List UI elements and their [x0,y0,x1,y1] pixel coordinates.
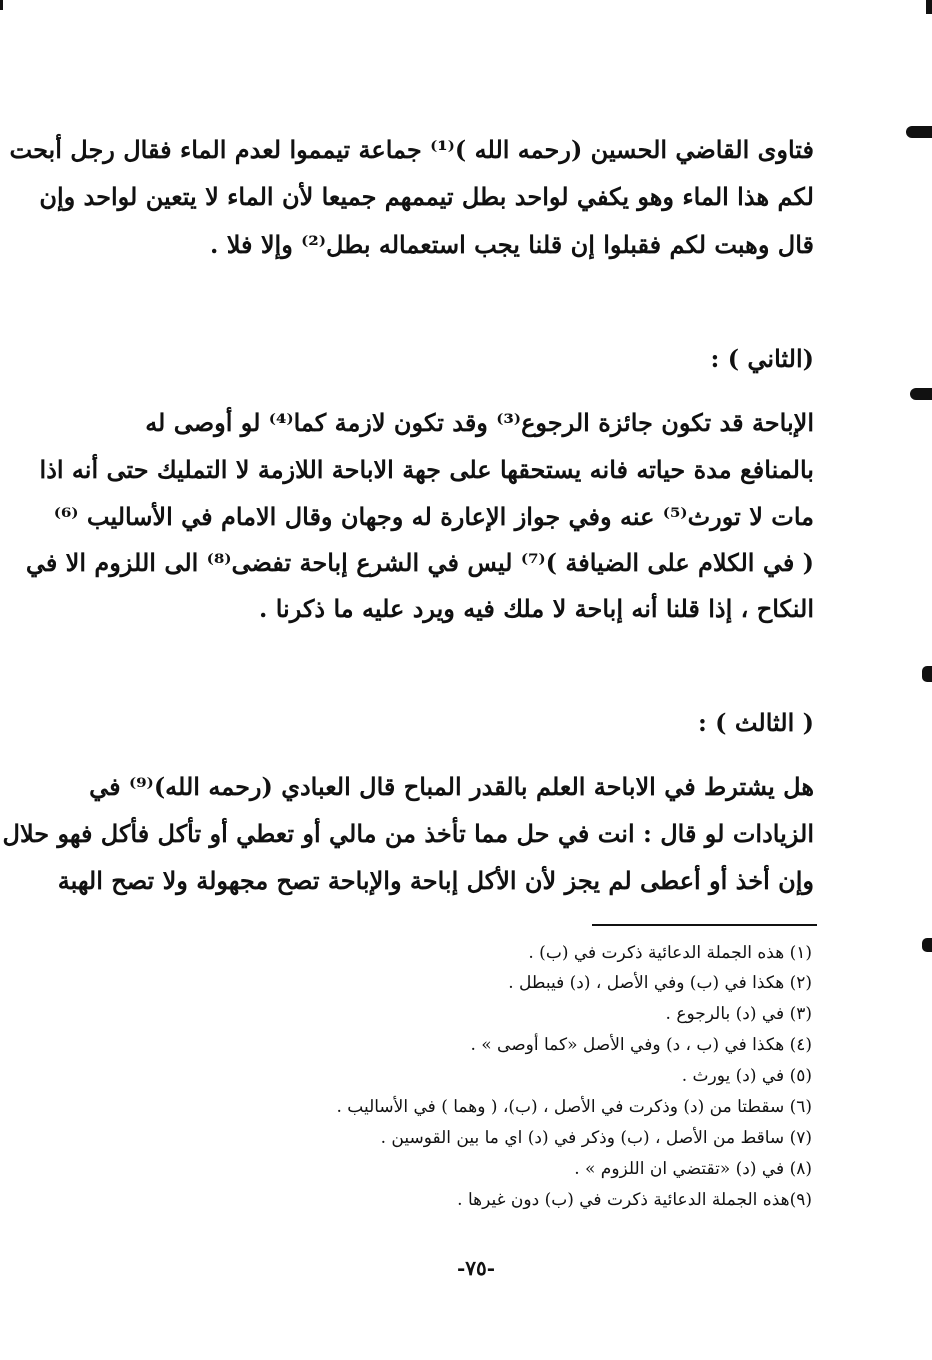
footnote-1: (١) هذه الجملة الدعائية ذكرت في (ب) . [528,943,812,963]
footnote-separator [592,924,817,926]
paragraph2-line-2: بالمنافع مدة حياته فانه يستحقها على جهة الاباحة اللازمة لا التمليك حتى أنه اذا [39,455,814,484]
section-heading-second: (الثاني ) : [710,344,814,373]
paragraph2-line-1: الإباحة قد تكون جائزة الرجوع⁽³⁾ وقد تكون لازمة كما⁽⁴⁾ لو أوصى له [145,408,814,437]
section-heading-third: ( الثالث ) : [697,708,814,737]
scan-mark-right-1 [906,126,932,138]
paragraph1-line-1: فتاوى القاضي الحسين (رحمه الله )⁽¹⁾ جماعة تيمموا لعدم الماء فقال رجل أبحت [9,135,814,164]
paragraph1-line-2: لكم هذا الماء وهو يكفي لواحد بطل تيممهم جميعا لأن الماء لا يتعين لواحد وإن [39,182,814,211]
footnote-8: (٨) في (د) «تقتضي ان اللزوم » . [574,1159,812,1179]
paragraph3-line-2: الزيادات لو قال : انت في حل مما تأخذ من مالي أو تعطي أو تأكل فأكل فهو حلال [2,819,814,848]
paragraph2-line-5: النكاح ، إذا قلنا أنه إباحة لا ملك فيه ويرد عليه ما ذكرنا . [259,594,814,623]
paragraph3-line-1: هل يشترط في الاباحة العلم بالقدر المباح قال العبادي (رحمه الله)⁽⁹⁾ في [89,772,814,801]
page-number: -٧٥- [456,1256,496,1280]
paragraph3-line-3: وإن أخذ أو أعطى لم يجز لأن الأكل إباحة والإباحة تصح مجهولة ولا تصح الهبة [57,866,814,895]
paragraph1-line-3: قال وهبت لكم فقبلوا إن قلنا يجب استعماله بطل⁽²⁾ وإلا فلا . [209,230,814,259]
scan-mark-right-4 [922,938,932,952]
paragraph2-line-4: ( في الكلام على الضيافة )⁽⁷⁾ ليس في الشرع إباحة تفضى⁽⁸⁾ الى اللزوم الا في [25,548,814,577]
footnote-3: (٣) في (د) بالرجوع . [665,1004,812,1024]
footnote-7: (٧) ساقط من الأصل ، (ب) وذكر في (د) اي ما بين القوسين . [380,1128,812,1148]
scan-mark-top-left [0,0,3,10]
footnote-6: (٦) سقطتا من (د) وذكرت في الأصل ، (ب)، ( وهما ) في الأساليب . [336,1097,812,1117]
scan-mark-right-3 [922,666,932,682]
footnote-2: (٢) هكذا في (ب) وفي الأصل ، (د) فيبطل . [508,973,812,993]
paragraph2-line-3: مات لا تورث⁽⁵⁾ عنه وفي جواز الإعارة له وجهان وقال الامام في الأساليب ⁽⁶⁾ [53,502,814,531]
footnote-4: (٤) هكذا في (ب ، د) وفي الأصل «كما أوصى » . [470,1035,812,1055]
footnote-5: (٥) في (د) يورث . [681,1066,812,1086]
scan-mark-top-right [926,0,932,14]
footnote-9: (٩)هذه الجملة الدعائية ذكرت في (ب) دون غيرها . [457,1190,812,1210]
scan-mark-right-2 [910,388,932,400]
